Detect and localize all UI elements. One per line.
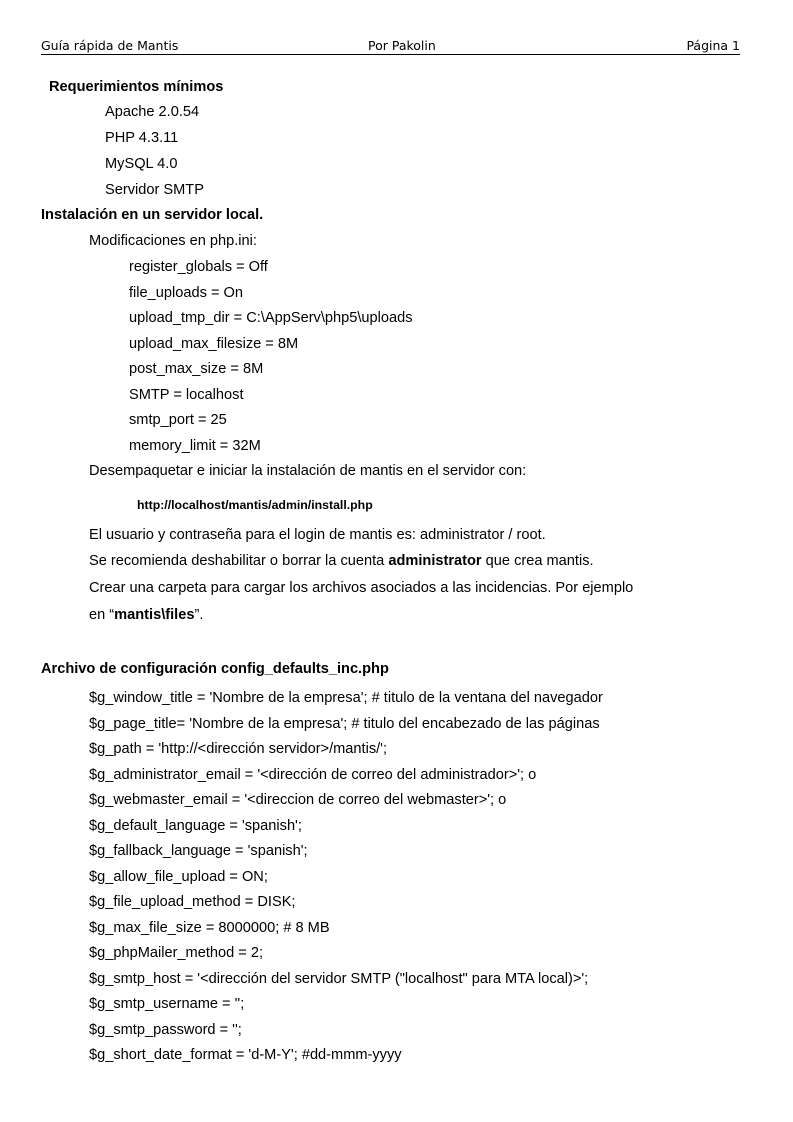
- login-info: El usuario y contraseña para el login de mantis es: administrator / root.: [89, 527, 546, 543]
- config-line: $g_smtp_host = '<dirección del servidor SMTP ("localhost" para MTA local)>';: [89, 971, 589, 987]
- config-line: $g_max_file_size = 8000000; # 8 MB: [89, 920, 330, 936]
- recommendation-text: Se recomienda deshabilitar o borrar la cuenta: [89, 553, 389, 569]
- config-line: $g_short_date_format = 'd-M-Y'; #dd-mmm-yyyy: [89, 1047, 402, 1063]
- folder-example: [89, 606, 203, 624]
- config-line: $g_default_language = 'spanish';: [89, 818, 302, 834]
- config-line: $g_file_upload_method = DISK;: [89, 894, 296, 910]
- config-line: $g_path = 'http://<dirección servidor>/mantis/';: [89, 741, 388, 757]
- config-line: $g_page_title= 'Nombre de la empresa'; # titulo del encabezado de las páginas: [89, 716, 600, 732]
- install-heading: Instalación en un servidor local.: [41, 207, 264, 223]
- config-line: $g_smtp_username = '';: [89, 996, 245, 1012]
- folder-example-pre: en “: [89, 607, 115, 623]
- php-ini-setting: file_uploads = On: [129, 285, 243, 301]
- folder-example-post: ”.: [194, 607, 204, 623]
- requirement-item: PHP 4.3.11: [105, 130, 179, 146]
- requirement-item: Apache 2.0.54: [105, 104, 200, 120]
- php-ini-setting: post_max_size = 8M: [129, 361, 264, 377]
- config-line: $g_allow_file_upload = ON;: [89, 869, 268, 885]
- config-line: $g_window_title = 'Nombre de la empresa'; # titulo de la ventana del navegador: [89, 690, 603, 706]
- recommendation-account: administrator: [388, 553, 482, 569]
- config-heading: Archivo de configuración config_defaults_inc.php: [41, 661, 389, 677]
- folder-instruction: Crear una carpeta para cargar los archivos asociados a las incidencias. Por ejemplo: [89, 580, 634, 596]
- php-ini-setting: SMTP = localhost: [129, 387, 244, 403]
- config-line: $g_administrator_email = '<dirección de correo del administrador>'; o: [89, 767, 537, 783]
- config-line: $g_fallback_language = 'spanish';: [89, 843, 308, 859]
- php-ini-label: Modificaciones en php.ini:: [89, 233, 257, 249]
- requirements-heading: Requerimientos mínimos: [49, 79, 224, 95]
- php-ini-setting: upload_tmp_dir = C:\AppServ\php5\uploads: [129, 310, 413, 326]
- page-header: [41, 38, 740, 55]
- header-author: Por Pakolin: [368, 38, 436, 53]
- config-line: $g_phpMailer_method = 2;: [89, 945, 264, 961]
- requirement-item: Servidor SMTP: [105, 182, 204, 198]
- install-url: http://localhost/mantis/admin/install.php: [137, 498, 373, 512]
- folder-path: mantis\files: [114, 607, 195, 623]
- php-ini-setting: register_globals = Off: [129, 259, 268, 275]
- recommendation: [89, 552, 594, 570]
- php-ini-setting: memory_limit = 32M: [129, 438, 261, 454]
- unpack-instruction: Desempaquetar e iniciar la instalación de mantis en el servidor con:: [89, 463, 527, 479]
- config-line: $g_webmaster_email = '<direccion de correo del webmaster>'; o: [89, 792, 507, 808]
- php-ini-setting: smtp_port = 25: [129, 412, 227, 428]
- php-ini-setting: upload_max_filesize = 8M: [129, 336, 299, 352]
- config-line: $g_smtp_password = '';: [89, 1022, 242, 1038]
- header-page-number: Página 1: [686, 38, 740, 53]
- header-doc-title: Guía rápida de Mantis: [41, 38, 179, 53]
- recommendation-text-end: que crea mantis.: [481, 553, 594, 569]
- requirement-item: MySQL 4.0: [105, 156, 178, 172]
